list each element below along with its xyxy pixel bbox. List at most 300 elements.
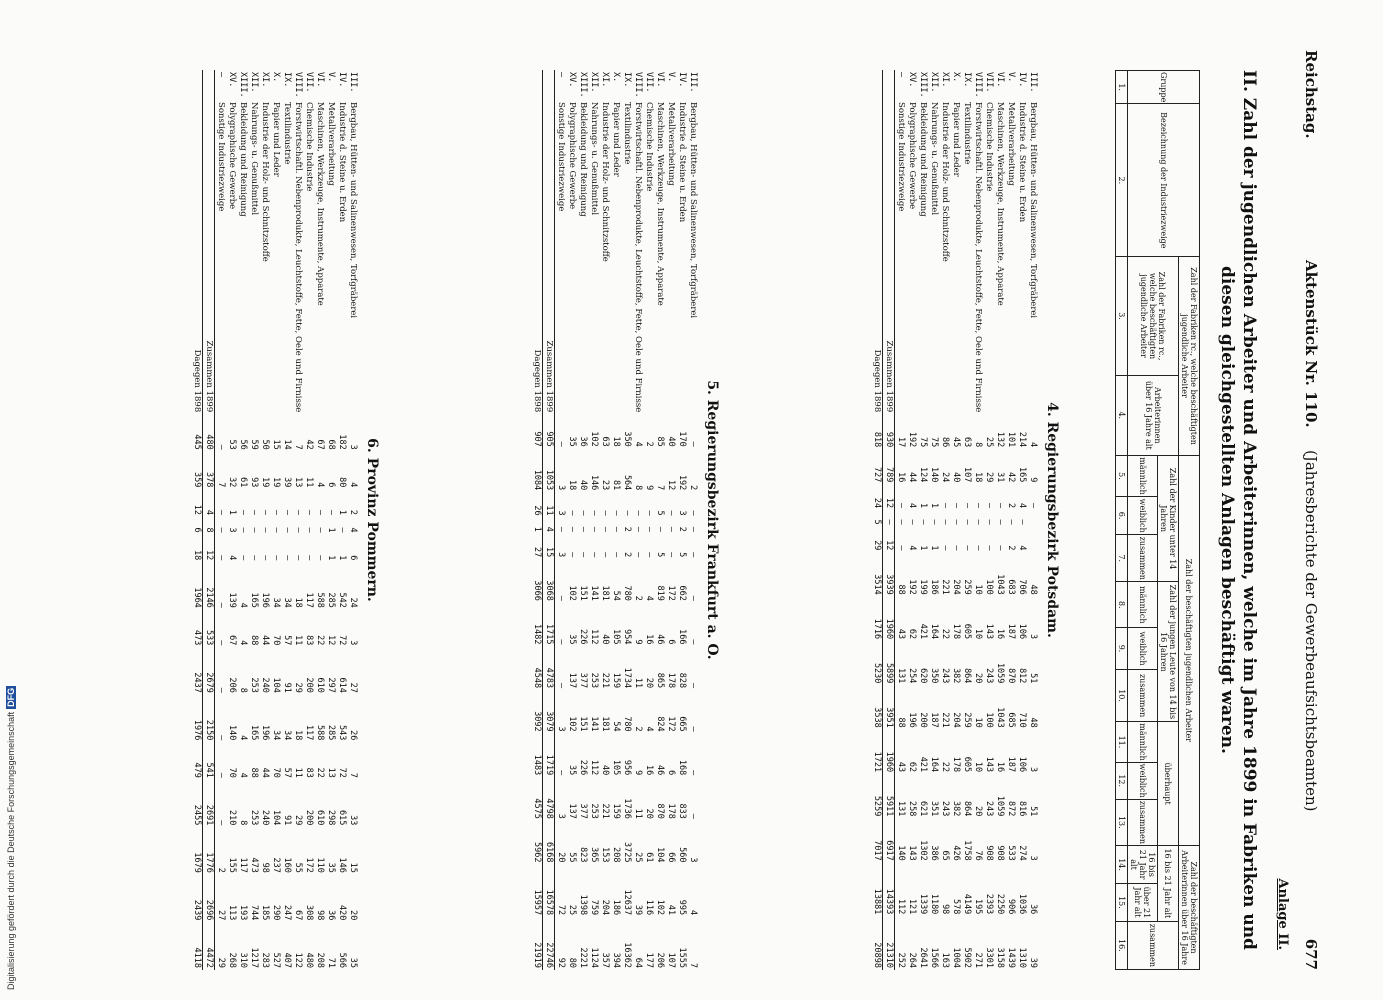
row-value: 350 <box>622 431 632 447</box>
row-gruppe <box>531 70 543 100</box>
row-value: 100 <box>984 579 994 595</box>
row-value: 104 <box>271 810 281 826</box>
row-value: 186 <box>929 579 939 595</box>
row-value: 4 <box>907 545 917 551</box>
row-value: 285 <box>326 725 336 741</box>
column-number: 10. <box>1116 669 1128 721</box>
row-value: 610 <box>315 810 325 826</box>
row-value: 112 <box>589 759 599 776</box>
row-name: Industrie der Holz- und Schnitzstoffe <box>940 102 950 262</box>
row-value: 34 <box>282 730 292 741</box>
row-gruppe: XIII. <box>238 72 248 98</box>
row-value: — <box>896 545 906 551</box>
row-value: 14 <box>282 439 292 450</box>
total-value: 6917 <box>883 818 895 862</box>
table-row <box>566 70 577 970</box>
row-value: 34 <box>271 730 281 741</box>
table-row <box>336 70 347 970</box>
row-value: 3 <box>348 444 358 450</box>
row-value: — <box>216 509 226 515</box>
row-value: 117 <box>304 592 314 608</box>
table-row <box>237 70 248 970</box>
row-value: 23 <box>600 480 610 491</box>
row-gruppe: VII. <box>644 72 654 93</box>
row-value: 283 <box>260 952 270 968</box>
total-value: 5899 <box>883 641 895 685</box>
row-value: — <box>260 555 270 561</box>
table-row <box>314 70 325 970</box>
row-value: 683 <box>1006 579 1016 595</box>
row-value: 100 <box>984 712 994 728</box>
row-value: 140 <box>896 845 906 861</box>
row-value: 3 <box>556 510 566 516</box>
row-value: 247 <box>282 905 292 921</box>
row-value: 3 <box>556 813 566 819</box>
row-value: 2250 <box>995 893 1005 915</box>
row-value: 59 <box>249 439 259 450</box>
row-value: 18 <box>611 436 621 447</box>
row-value: 63 <box>600 436 610 447</box>
digitization-note <box>6 686 16 990</box>
total-value: 1976 <box>191 695 203 743</box>
row-name: Industrie der Holz- und Schnitzstoffe <box>260 102 270 262</box>
total-value: 3079 <box>543 690 555 734</box>
table-row <box>1005 70 1016 970</box>
total-value: 3951 <box>883 685 895 729</box>
total-value: 2691 <box>203 780 215 828</box>
row-value: 605 <box>962 623 972 640</box>
total-value: 1679 <box>191 827 203 875</box>
row-value: 57 <box>282 767 292 778</box>
total-label: Zusammen 1899 <box>543 100 555 414</box>
total-value: 473 <box>191 610 203 648</box>
row-value: — <box>315 555 325 561</box>
row-value: 2393 <box>984 893 994 915</box>
row-value: — <box>973 519 983 525</box>
table-row <box>347 70 358 970</box>
row-value: 98 <box>315 910 325 921</box>
total-value: 1084 <box>531 449 543 493</box>
row-value: 357 <box>600 952 610 968</box>
table-row <box>599 70 610 970</box>
row-value: 620 <box>918 668 928 684</box>
col-m2: männlich <box>1128 582 1158 628</box>
column-number: 8. <box>1116 582 1128 628</box>
row-value: 823 <box>578 847 588 863</box>
row-value: — <box>556 639 566 645</box>
row-name: Forstwirtschaftl. Nebenprodukte, Leuchtstoffe, Fette, Oele und Firnisse <box>633 102 643 413</box>
row-value: — <box>611 552 621 558</box>
row-value: 240 <box>260 677 270 693</box>
row-value: 4 <box>644 595 654 601</box>
total-value: 24 <box>871 484 883 510</box>
row-gruppe: III. <box>688 72 698 93</box>
row-value: — <box>315 509 325 515</box>
row-value: — <box>337 527 347 533</box>
row-value: 1398 <box>578 894 588 916</box>
total-value: 359 <box>191 452 203 490</box>
row-value: 908 <box>995 845 1005 861</box>
row-value: 196 <box>260 725 270 741</box>
total-label: Dagegen 1898 <box>191 100 203 414</box>
row-value: 35 <box>567 765 577 776</box>
total-value: 1719 <box>543 734 555 778</box>
section-title: 4. Regierungsbezirk Potsdam. <box>1044 402 1060 638</box>
column-number: 14. <box>1116 846 1128 884</box>
row-value: 25 <box>567 904 577 916</box>
total-label: Zusammen 1899 <box>203 100 215 414</box>
col-w3: weiblich <box>1128 762 1158 799</box>
col-fabriken: Zahl der Fabriken rc., welche beschäftigten jugendliche Arbeiter <box>1179 257 1200 455</box>
row-value: — <box>282 555 292 561</box>
row-value: 31 <box>995 472 1005 483</box>
total-value: 14393 <box>883 863 895 917</box>
row-value: 4 <box>238 602 248 608</box>
row-name: Forstwirtschaftl. Nebenprodukte, Leuchtstoffe, Fette, Oele und Firnisse <box>973 102 983 413</box>
row-value: 200 <box>918 712 928 728</box>
row-value: — <box>589 526 599 532</box>
total-value: 2455 <box>191 780 203 828</box>
row-value: 172 <box>666 716 676 732</box>
row-value: 43 <box>896 761 906 773</box>
row-value: 243 <box>984 668 994 684</box>
row-value: 80 <box>567 957 577 968</box>
row-value: 11 <box>293 635 303 646</box>
row-value: 7 <box>688 962 698 968</box>
row-gruppe: XIII. <box>578 72 588 98</box>
row-value: 105 <box>611 759 621 776</box>
row-value: 178 <box>666 672 676 689</box>
row-value: — <box>567 552 577 558</box>
row-value: 164 <box>929 623 939 640</box>
row-value: 105 <box>611 629 621 645</box>
row-value: 614 <box>337 677 347 693</box>
row-value: 310 <box>238 952 248 968</box>
row-gruppe: VI. <box>655 72 665 88</box>
anlage-label: Anlage II. <box>1275 878 1290 950</box>
row-value: 67 <box>315 439 325 450</box>
table-row <box>292 70 303 970</box>
row-value: — <box>940 503 950 509</box>
row-value: 226 <box>578 759 588 776</box>
row-value: 81 <box>611 480 621 491</box>
row-value: 181 <box>600 716 610 732</box>
total-value: 11 <box>543 492 555 517</box>
row-value: 1043 <box>995 707 1005 728</box>
row-value: 172 <box>666 585 676 601</box>
row-value: 865 <box>655 672 665 689</box>
row-value: 816 <box>1017 801 1027 817</box>
row-value: 124 <box>918 466 928 483</box>
row-gruppe: XI. <box>600 72 610 88</box>
row-value: 192 <box>677 474 687 491</box>
row-name: Industrie d. Steine u. Erden <box>337 102 347 223</box>
row-gruppe: XV. <box>567 72 577 88</box>
row-name: Forstwirtschaftl. Nebenprodukte, Leuchtstoffe, Fette, Oele und Firnisse <box>293 102 303 413</box>
row-value: 66 <box>666 852 676 863</box>
total-value: 1776 <box>203 827 215 875</box>
row-value: — <box>271 555 281 561</box>
row-value: 254 <box>907 668 917 684</box>
row-name: Industrie d. Steine u. Erden <box>677 102 687 223</box>
row-value: — <box>282 527 292 533</box>
total-value: 445 <box>191 414 203 452</box>
row-name: Nahrungs- u. Genußmittel <box>249 102 259 216</box>
row-value: 253 <box>249 810 259 826</box>
col-kinder: Zahl der Kinder unter 14 Jahren <box>1158 455 1179 582</box>
row-value: 104 <box>655 847 665 863</box>
row-value: 192 <box>907 431 917 448</box>
row-value: 6 <box>666 770 676 776</box>
total-value: 16578 <box>543 864 555 917</box>
total-value: 12 <box>883 484 895 510</box>
row-name: Bergbau, Hütten- und Salinenwesen, Torfgräberei <box>688 102 698 319</box>
row-value: 221 <box>940 579 950 595</box>
row-value: 4149 <box>962 893 972 915</box>
total-value: 7017 <box>871 818 883 862</box>
row-value: 8 <box>633 485 643 491</box>
row-value: 117 <box>238 857 248 873</box>
row-value: 172 <box>304 857 314 873</box>
col-m1: männlich <box>1128 455 1158 496</box>
table-row <box>555 70 567 970</box>
row-name: Bekleidung und Reinigung <box>918 102 928 217</box>
table-row <box>665 70 676 970</box>
row-gruppe: IX. <box>962 72 972 88</box>
row-value: 43 <box>896 628 906 640</box>
row-value: 75 <box>929 437 939 448</box>
total-value: 21310 <box>883 916 895 970</box>
total-label: Zusammen 1899 <box>883 100 895 414</box>
column-number: 6. <box>1116 497 1128 535</box>
row-value: — <box>238 527 248 533</box>
row-value: 88 <box>249 767 259 778</box>
row-gruppe: VIII. <box>633 72 643 98</box>
total-row <box>871 70 883 970</box>
row-name: Papier und Leder <box>611 102 621 177</box>
row-value: 159 <box>611 672 621 689</box>
row-value: 2221 <box>578 947 588 968</box>
row-value: 199 <box>918 579 928 595</box>
row-value: 51 <box>1028 806 1038 817</box>
row-value: — <box>556 441 566 447</box>
row-value: — <box>216 735 226 741</box>
row-value: 906 <box>1006 898 1016 915</box>
table-row <box>325 70 336 970</box>
row-value: 2641 <box>918 947 928 968</box>
total-value: 4 <box>543 518 555 534</box>
row-value: 67 <box>293 910 303 921</box>
row-value: 1 <box>337 509 347 515</box>
row-value: 685 <box>1006 712 1016 728</box>
row-value: 113 <box>227 905 237 921</box>
column-number: 3. <box>1116 257 1128 375</box>
column-number: 4. <box>1116 375 1128 455</box>
section-title: 5. Regierungsbezirk Frankfurt a. O. <box>704 380 720 660</box>
row-value: 2 <box>677 526 687 532</box>
total-value: 6168 <box>543 821 555 865</box>
row-value: 159 <box>611 803 621 819</box>
total-value: 5259 <box>871 774 883 818</box>
row-value: 908 <box>984 845 994 861</box>
row-value: 70 <box>271 767 281 778</box>
row-value: 206 <box>655 952 665 968</box>
row-value: 1 <box>918 503 928 509</box>
row-value: 240 <box>260 810 270 826</box>
row-value: 55 <box>567 852 577 863</box>
row-value: 53 <box>227 439 237 450</box>
row-value: 4 <box>688 910 698 916</box>
row-value: 20 <box>973 806 983 817</box>
col-gruppe: Gruppe <box>1128 71 1200 104</box>
table-row <box>687 70 698 970</box>
row-value: 864 <box>962 801 972 817</box>
row-value: 298 <box>326 810 336 826</box>
column-number: 13. <box>1116 799 1128 845</box>
row-value: 46 <box>655 634 665 645</box>
row-value: 542 <box>337 592 347 608</box>
row-value: 164 <box>929 756 939 773</box>
row-value: 20 <box>644 677 654 689</box>
row-value: 15 <box>348 862 358 873</box>
total-value: 2146 <box>203 562 215 610</box>
row-value: — <box>918 519 928 525</box>
total-value: 727 <box>871 449 883 484</box>
row-value: 1 <box>337 555 347 561</box>
row-value: 665 <box>677 716 687 732</box>
row-value <box>1027 527 1038 553</box>
row-value: 17 <box>896 437 906 448</box>
row-value: — <box>216 555 226 561</box>
row-name: Industrie d. Steine u. Erden <box>1017 102 1027 223</box>
total-value: 2437 <box>191 647 203 695</box>
row-value: 187 <box>929 712 939 728</box>
table-row <box>972 70 983 970</box>
row-value: 146 <box>337 857 347 873</box>
row-value: 168 <box>677 759 687 776</box>
row-value: 75 <box>918 437 928 448</box>
row-value: 25 <box>984 437 994 448</box>
col-ueberhaupt: überhaupt <box>1158 722 1179 846</box>
row-value: 170 <box>677 431 687 447</box>
row-value: — <box>567 526 577 532</box>
row-value: 1 <box>227 509 237 515</box>
row-value: 4 <box>227 555 237 561</box>
row-value: — <box>282 509 292 515</box>
row-value: 1059 <box>995 795 1005 817</box>
row-gruppe <box>203 70 215 100</box>
row-value: 1734 <box>622 667 632 689</box>
row-value: — <box>951 545 961 551</box>
row-value: 3 <box>556 552 566 558</box>
row-value: 68 <box>326 439 336 450</box>
row-value: 206 <box>227 677 237 693</box>
row-value: — <box>611 510 621 516</box>
table-row <box>906 70 917 970</box>
row-value: 112 <box>896 898 906 915</box>
row-gruppe: III. <box>1028 72 1038 93</box>
row-value: 3725 <box>622 841 632 863</box>
row-value: 833 <box>677 803 687 819</box>
row-value: — <box>556 595 566 601</box>
col-3-label: Zahl der Fabriken rc., welche beschäftigten jugendliche Arbeiter <box>1128 257 1179 375</box>
row-value: 560 <box>677 847 687 863</box>
row-gruppe: XII. <box>249 72 259 93</box>
row-value: 5 <box>655 510 665 516</box>
row-name: Polygraphische Gewerbe <box>907 102 917 210</box>
row-value: — <box>896 503 906 509</box>
row-value: 382 <box>951 801 961 817</box>
row-value: 253 <box>249 677 259 693</box>
row-value: 5 <box>677 552 687 558</box>
row-value: 1124 <box>589 947 599 968</box>
row-value: 51 <box>1028 673 1038 684</box>
row-value: 70 <box>227 767 237 778</box>
total-value: 479 <box>191 742 203 780</box>
row-name: Sonstige Industriezweige <box>556 102 566 212</box>
row-value: 870 <box>655 803 665 819</box>
row-value: 812 <box>1017 668 1027 684</box>
row-value: 615 <box>337 810 347 826</box>
row-value: 137 <box>567 803 577 819</box>
row-value: 377 <box>578 803 588 819</box>
col-m3: männlich <box>1128 722 1158 762</box>
row-value: 93 <box>249 477 259 488</box>
row-value: 45 <box>951 437 961 448</box>
row-value: 13 <box>326 767 336 778</box>
row-value: — <box>216 640 226 646</box>
row-value: 10 <box>973 717 983 728</box>
row-value: — <box>995 503 1005 509</box>
row-value: 153 <box>600 847 610 863</box>
row-value: 1 <box>326 555 336 561</box>
row-value: 271 <box>973 952 983 968</box>
row-value: 9 <box>633 639 643 645</box>
row-value: 253 <box>589 803 599 819</box>
row-value: — <box>238 555 248 561</box>
row-value: 744 <box>249 905 259 921</box>
row-value: 3 <box>227 527 237 533</box>
table-row <box>676 70 687 970</box>
total-value: 4575 <box>531 777 543 821</box>
row-value: — <box>666 526 676 532</box>
page-title: II. Zahl der jugendlichen Arbeiter und Arbeiterinnen, welche im Jahre 1899 in Fabriken und diesen gleichgestellten Anlagen beschäftigt waren. <box>1217 70 1259 950</box>
row-value: — <box>688 682 698 689</box>
row-value: 85 <box>655 436 665 447</box>
table-row <box>983 70 994 970</box>
row-value: — <box>293 527 303 533</box>
row-value: 480 <box>304 952 314 968</box>
row-value: 61 <box>644 852 654 863</box>
row-value: 40 <box>666 436 676 447</box>
row-gruppe: XI. <box>940 72 950 88</box>
row-value: 4 <box>644 726 654 732</box>
row-value: 121 <box>907 898 917 915</box>
total-value: 2679 <box>203 647 215 695</box>
row-value: 8 <box>238 687 248 693</box>
row-value: 1555 <box>677 947 687 968</box>
row-value: 4 <box>1017 503 1027 509</box>
row-value: 22 <box>940 628 950 640</box>
row-value: — <box>688 639 698 645</box>
total-value: 1960 <box>883 730 895 774</box>
table-row <box>917 70 928 970</box>
total-value: 4 <box>203 489 215 517</box>
row-value: 20 <box>644 808 654 819</box>
row-value: — <box>271 509 281 515</box>
row-value: 101 <box>1006 431 1016 448</box>
row-value: 88 <box>896 717 906 728</box>
